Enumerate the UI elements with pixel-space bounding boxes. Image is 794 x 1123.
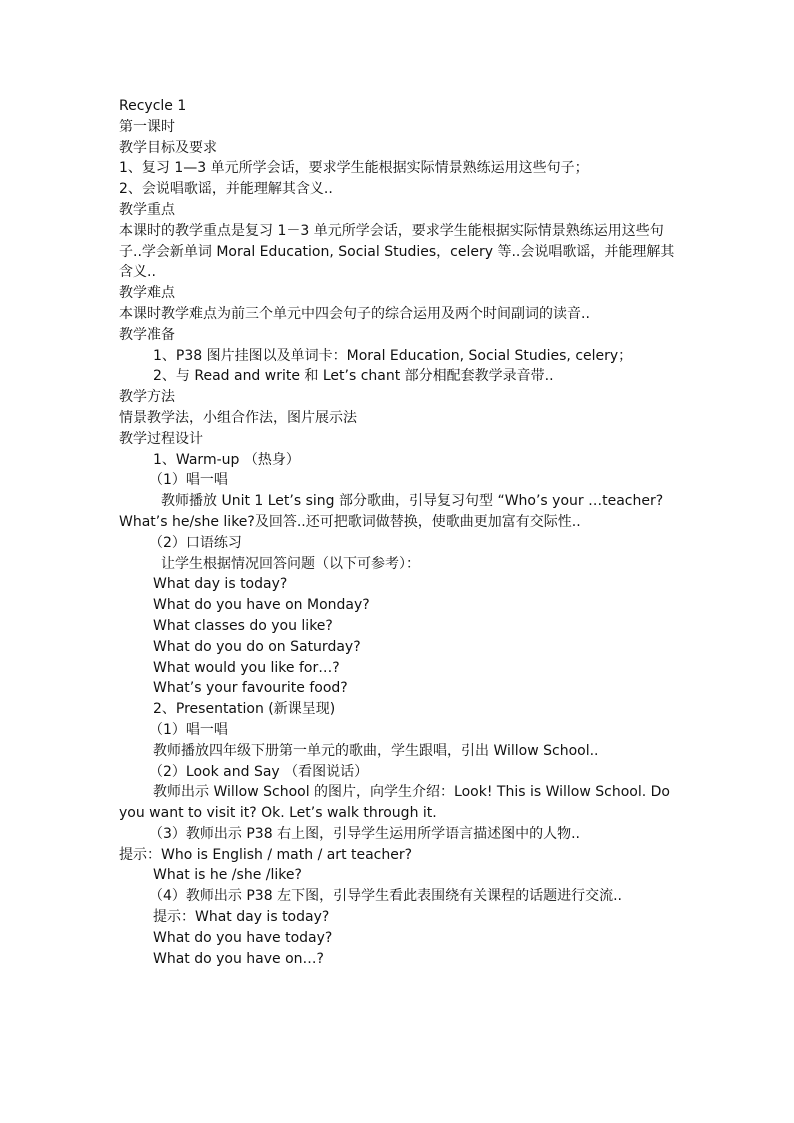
key-paragraph: 本课时的教学重点是复习 1－3 单元所学会话，要求学生能根据实际情景熟练运用这些句子..学会新单词 Moral Education, Social Studies，celery 等..会说唱歌谣，并能理解其含义.. [119, 222, 675, 281]
lesson-heading: 第一课时 [119, 118, 175, 135]
difficulty-heading: 教学难点 [119, 285, 175, 302]
process-heading: 教学过程设计 [119, 430, 203, 447]
question-item: What’s your favourite food? [153, 680, 348, 697]
step-2-2-heading: （2）Look and Say （看图说话） [149, 763, 369, 780]
step-1-heading: 1、Warm-up （热身） [153, 451, 300, 468]
hint-2: 提示：What day is today? [153, 909, 330, 926]
hint-2b: What do you have today? [153, 929, 333, 946]
question-item: What day is today? [153, 576, 288, 593]
question-item: What classes do you like? [153, 617, 333, 634]
difficulty-paragraph: 本课时教学难点为前三个单元中四会句子的综合运用及两个时间副词的读音.. [119, 305, 590, 322]
step-2-1-paragraph: 教师播放四年级下册第一单元的歌曲，学生跟唱，引出 Willow School.. [153, 742, 599, 759]
goal-item-2: 2、会说唱歌谣，并能理解其含义.. [119, 181, 333, 198]
step-2-2-paragraph: 教师出示 Willow School 的图片，向学生介绍：Look! This is Willow School. Do you want to visit it? Ok. Let’s walk through it. [119, 784, 670, 822]
step-1-2-heading: （2）口语练习 [149, 534, 242, 551]
document-body [119, 96, 679, 969]
step-2-3-paragraph: （3）教师出示 P38 右上图，引导学生运用所学语言描述图中的人物.. [149, 825, 580, 842]
goal-item-1: 1、复习 1—3 单元所学会话，要求学生能根据实际情景熟练运用这些句子； [119, 160, 589, 177]
step-2-4-paragraph: （4）教师出示 P38 左下图，引导学生看此表围绕有关课程的话题进行交流.. [149, 888, 622, 905]
hint-1: 提示：Who is English / math / art teacher? [119, 846, 413, 863]
document-title: Recycle 1 [119, 98, 187, 114]
goals-heading: 教学目标及要求 [119, 139, 217, 156]
step-2-heading: 2、Presentation (新课呈现) [153, 701, 336, 718]
step-1-1-paragraph: 教师播放 Unit 1 Let’s sing 部分歌曲，引导复习句型 “Who’s your …teacher? What’s he/she like?及回答..还可把歌词做替换，使歌曲更加富有交际性.. [119, 493, 664, 530]
method-heading: 教学方法 [119, 389, 175, 406]
question-item: What do you have on Monday? [153, 597, 370, 614]
step-1-2-paragraph: 让学生根据情况回答问题（以下可参考）： [161, 555, 420, 572]
method-paragraph: 情景教学法，小组合作法，图片展示法 [119, 409, 357, 426]
prep-item-1: 1、P38 图片挂图以及单词卡：Moral Education, Social Studies, celery； [153, 347, 633, 364]
prep-item-2: 2、与 Read and write 和 Let’s chant 部分相配套教学录音带.. [153, 368, 554, 385]
hint-2c: What do you have on…? [153, 950, 324, 967]
question-item: What would you like for…? [153, 659, 340, 676]
prep-heading: 教学准备 [119, 326, 175, 343]
key-heading: 教学重点 [119, 201, 175, 218]
question-item: What do you do on Saturday? [153, 638, 361, 655]
hint-1b: What is he /she /like? [153, 867, 302, 884]
step-2-1-heading: （1）唱一唱 [149, 721, 228, 738]
step-1-1-heading: （1）唱一唱 [149, 472, 228, 489]
